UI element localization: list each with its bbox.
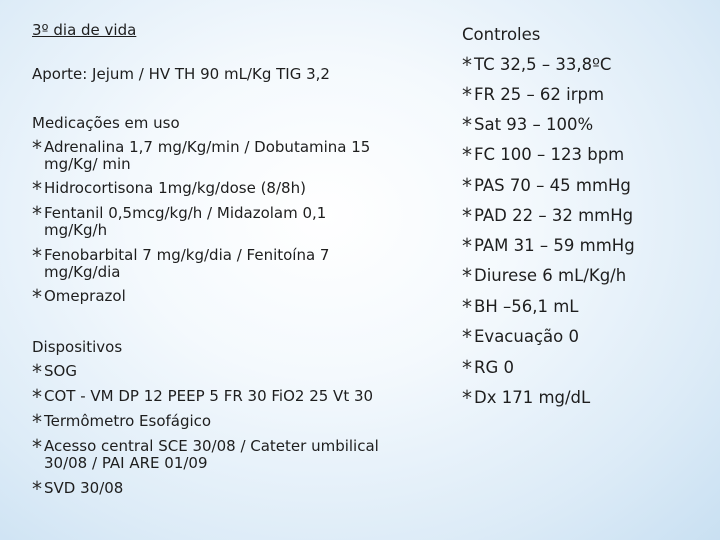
controle-item <box>462 325 579 349</box>
medicacoes-heading: Medicações em uso <box>32 114 180 132</box>
medicacao-text: Fenobarbital 7 mg/kg/dia / Fenitoína 7 <box>44 246 330 264</box>
medicacao-item <box>32 285 126 309</box>
bullet-star-icon: * <box>32 285 42 309</box>
controle-text: FC 100 – 123 bpm <box>474 145 625 164</box>
dispositivo-item <box>32 410 212 434</box>
controle-item <box>462 53 612 77</box>
controle-text: Sat 93 – 100% <box>474 115 594 134</box>
controles-heading: Controles <box>462 25 541 44</box>
controle-text: Dx 171 mg/dL <box>474 388 591 407</box>
bullet-star-icon: * <box>462 234 472 258</box>
controle-text: PAD 22 – 32 mmHg <box>474 206 634 225</box>
controle-text: FR 25 – 62 irpm <box>474 85 605 104</box>
bullet-star-icon: * <box>32 177 42 201</box>
bullet-star-icon: * <box>462 264 472 288</box>
bullet-star-icon: * <box>32 385 42 409</box>
medicacao-text: Omeprazol <box>44 287 126 305</box>
controle-text: PAS 70 – 45 mmHg <box>474 176 631 195</box>
dispositivo-text: Termômetro Esofágico <box>44 412 212 430</box>
medicacao-item <box>32 136 371 174</box>
dispositivo-item <box>32 385 374 409</box>
medicacao-text-cont: mg/Kg/h <box>44 221 108 240</box>
controle-text: PAM 31 – 59 mmHg <box>474 236 635 255</box>
controle-item <box>462 264 627 288</box>
bullet-star-icon: * <box>462 143 472 167</box>
bullet-star-icon: * <box>462 295 472 319</box>
medicacao-item <box>32 202 327 240</box>
controle-item <box>462 204 634 228</box>
dispositivo-text: COT - VM DP 12 PEEP 5 FR 30 FiO2 25 Vt 30 <box>44 387 374 405</box>
bullet-star-icon: * <box>32 244 42 268</box>
medicacao-text-cont: mg/Kg/dia <box>44 263 121 282</box>
controle-item <box>462 386 591 410</box>
bullet-star-icon: * <box>462 113 472 137</box>
controle-item <box>462 143 625 167</box>
bullet-star-icon: * <box>32 360 42 384</box>
controle-item <box>462 113 594 137</box>
bullet-star-icon: * <box>462 53 472 77</box>
medicacao-text: Hidrocortisona 1mg/kg/dose (8/8h) <box>44 179 306 197</box>
controle-text: BH –56,1 mL <box>474 297 579 316</box>
controle-item <box>462 83 605 107</box>
bullet-star-icon: * <box>462 325 472 349</box>
aporte-line: Aporte: Jejum / HV TH 90 mL/Kg TIG 3,2 <box>32 65 330 83</box>
medicacao-item <box>32 177 306 201</box>
medicacao-text: Fentanil 0,5mcg/kg/h / Midazolam 0,1 <box>44 204 327 222</box>
bullet-star-icon: * <box>32 136 42 160</box>
dispositivo-item <box>32 477 124 501</box>
controle-item <box>462 234 635 258</box>
bullet-star-icon: * <box>462 174 472 198</box>
medicacao-text-cont: mg/Kg/ min <box>44 155 131 174</box>
controle-item <box>462 295 579 319</box>
dispositivo-text: SVD 30/08 <box>44 479 124 497</box>
bullet-star-icon: * <box>462 204 472 228</box>
bullet-star-icon: * <box>462 356 472 380</box>
controle-text: Diurese 6 mL/Kg/h <box>474 266 627 285</box>
controle-item <box>462 174 631 198</box>
dispositivo-item <box>32 435 379 473</box>
controle-text: RG 0 <box>474 358 514 377</box>
bullet-star-icon: * <box>32 477 42 501</box>
dispositivos-heading: Dispositivos <box>32 338 123 356</box>
controle-text: Evacuação 0 <box>474 327 579 346</box>
controle-text: TC 32,5 – 33,8ºC <box>474 55 612 74</box>
slide-title: 3º dia de vida <box>32 21 137 39</box>
controle-item <box>462 356 514 380</box>
dispositivo-text: SOG <box>44 362 77 380</box>
bullet-star-icon: * <box>462 83 472 107</box>
bullet-star-icon: * <box>32 410 42 434</box>
bullet-star-icon: * <box>32 202 42 226</box>
dispositivo-text-cont: 30/08 / PAI ARE 01/09 <box>44 454 208 473</box>
bullet-star-icon: * <box>32 435 42 459</box>
dispositivo-text: Acesso central SCE 30/08 / Cateter umbilical <box>44 437 379 455</box>
dispositivo-item <box>32 360 77 384</box>
bullet-star-icon: * <box>462 386 472 410</box>
medicacao-item <box>32 244 330 282</box>
medicacao-text: Adrenalina 1,7 mg/Kg/min / Dobutamina 15 <box>44 138 371 156</box>
